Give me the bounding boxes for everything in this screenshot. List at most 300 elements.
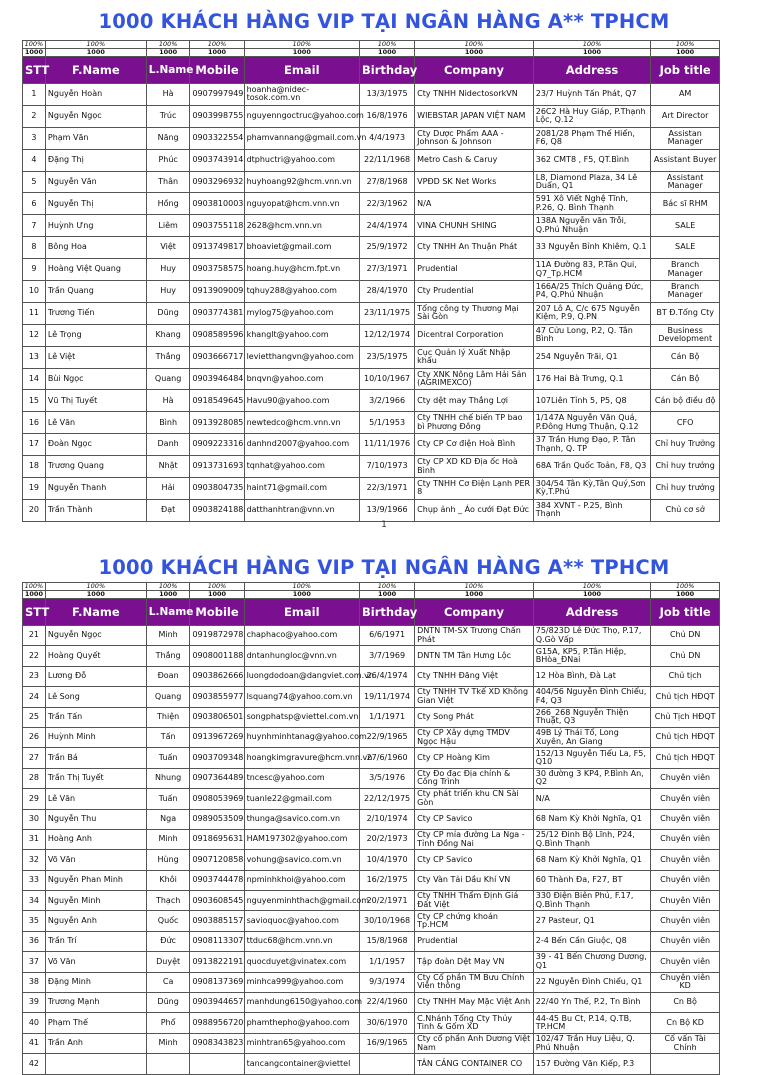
table-row [23, 193, 720, 215]
address-cell [533, 84, 651, 106]
stt-text: 22 [28, 650, 40, 660]
birthday-cell [360, 84, 415, 106]
email-text: tqhuy288@yahoo.com [246, 286, 337, 296]
mobile-text: 0907997949 [192, 89, 244, 99]
first-name-text: Trần Thị Tuyết [47, 773, 104, 783]
stt-text: 4 [31, 154, 37, 164]
width-percent-cell: 100% [360, 41, 415, 49]
birthday-cell [360, 324, 415, 346]
mobile-cell [190, 646, 244, 666]
email-cell [244, 368, 359, 390]
width-value-cell: 1000 [651, 49, 720, 57]
first-name-text: Đặng Thị [47, 154, 84, 164]
birthday-text: 30/6/1970 [366, 1017, 408, 1027]
last-name-text: Thắng [155, 650, 181, 660]
stt-cell [23, 768, 46, 788]
last-name-cell [146, 972, 190, 992]
first-name-text: Nguyễn Thu [47, 813, 97, 823]
width-percent-cell: 100% [415, 583, 534, 591]
birthday-cell [360, 748, 415, 768]
column-header-job-title: Job title [651, 599, 720, 626]
birthday-cell [360, 368, 415, 390]
stt-text: 2 [31, 111, 37, 121]
first-name-cell [45, 748, 146, 768]
address-cell [533, 171, 651, 193]
company-cell [415, 646, 534, 666]
birthday-cell [360, 193, 415, 215]
first-name-cell [45, 626, 146, 646]
email-cell [244, 768, 359, 788]
last-name-cell [146, 911, 190, 931]
job-title-text: Chuyên viên [660, 834, 711, 844]
address-cell [533, 412, 651, 434]
first-name-text: Lương Đỗ [47, 671, 87, 681]
birthday-text: 26/4/1974 [366, 671, 408, 681]
last-name-cell [146, 171, 190, 193]
email-cell [244, 324, 359, 346]
last-name-text: Dũng [157, 997, 179, 1007]
email-cell [244, 105, 364, 127]
stt-cell [23, 748, 46, 768]
job-title-cell [651, 972, 720, 992]
last-name-cell [146, 1013, 190, 1033]
last-name-text: Đức [160, 936, 176, 946]
first-name-cell [45, 911, 146, 931]
email-cell [244, 850, 359, 870]
email-cell [244, 1013, 359, 1033]
first-name-cell [45, 171, 146, 193]
birthday-text: 2/10/1974 [366, 813, 408, 823]
birthday-text: 1/1/1957 [369, 956, 406, 966]
mobile-text: 0903755118 [192, 220, 244, 230]
job-title-text: Cán bộ điều độ [654, 395, 716, 405]
last-name-text: Tuấn [158, 752, 178, 762]
address-text: 68 Nam Kỳ Khởi Nghĩa, Q1 [535, 813, 642, 823]
first-name-cell [45, 687, 146, 707]
company-text: Cty TNHH TV Tkế XD Không Gian Việt [417, 687, 529, 705]
job-title-cell [651, 390, 720, 412]
birthday-cell [360, 891, 415, 911]
width-value-row [23, 49, 720, 57]
table-row [23, 456, 720, 478]
email-cell [244, 707, 359, 727]
mobile-text: 0909223316 [192, 439, 244, 449]
email-text: nguyenngoctruc@yahoo.com [246, 111, 364, 121]
address-text: 384 XVNT - P.25, Bình Thạnh [535, 500, 623, 519]
birthday-text: 16/2/1975 [366, 875, 408, 885]
birthday-cell [360, 1033, 415, 1053]
column-header-birthday: Birthday [360, 599, 415, 626]
first-name-text: Trần Trí [47, 936, 77, 946]
company-text: Prudential [417, 264, 458, 274]
mobile-text: 0903885157 [192, 915, 244, 925]
birthday-text: 6/6/1971 [369, 630, 406, 640]
address-text: 12 Hòa Bình, Đà Lạt [535, 671, 616, 681]
stt-cell [23, 1033, 46, 1053]
job-title-cell [651, 127, 720, 149]
job-title-text: Chuyên viên [660, 956, 711, 966]
address-cell [533, 281, 651, 303]
first-name-text: Nguyễn Anh [47, 915, 97, 925]
first-name-text: Lê Trọng [47, 329, 82, 339]
address-cell [533, 368, 651, 390]
company-text: Cty CP Savico [417, 854, 473, 864]
company-text: Cty Prudential [417, 286, 474, 296]
mobile-cell [190, 237, 244, 259]
last-name-text: Trúc [159, 111, 177, 121]
first-name-cell [45, 829, 146, 849]
job-title-cell [651, 952, 720, 972]
address-cell [533, 149, 651, 171]
last-name-cell [146, 368, 190, 390]
stt-cell [23, 952, 46, 972]
company-text: Tập đoàn Dệt May VN [417, 956, 505, 966]
email-text: luongdodoan@dangviet.com.vn [246, 671, 374, 681]
email-text: minhca999@yahoo.com [246, 977, 344, 987]
mobile-cell [190, 324, 244, 346]
first-name-text: Nguyễn Phan Minh [47, 875, 123, 885]
width-value-cell: 1000 [23, 591, 46, 599]
birthday-text: 22/3/1971 [366, 483, 408, 493]
address-cell [533, 193, 651, 215]
stt-text: 5 [31, 176, 37, 186]
company-text: Cty TNHH chế biến TP bao bì Phương Đông [417, 413, 523, 431]
first-name-cell [45, 870, 146, 890]
company-cell [415, 412, 534, 434]
job-title-text: Chủ tịch [668, 671, 702, 681]
mobile-cell [190, 127, 244, 149]
last-name-text: Hà [162, 89, 174, 99]
column-header-last-name: L.Name [146, 57, 190, 84]
job-title-text: Chuyên viên [660, 915, 711, 925]
stt-cell [23, 324, 46, 346]
email-cell [244, 952, 359, 972]
table-row [23, 390, 720, 412]
mobile-cell [190, 434, 244, 456]
address-text: 2-4 Bến Cần Giuộc, Q8 [535, 936, 627, 946]
stt-cell [23, 891, 46, 911]
birthday-cell [360, 215, 415, 237]
table-row [23, 829, 720, 849]
last-name-text: Bình [159, 417, 178, 427]
job-title-text: Chủ tịch HĐQT [655, 691, 715, 701]
first-name-cell [45, 368, 146, 390]
mobile-text: 0988956720 [192, 1017, 244, 1027]
stt-text: 32 [28, 854, 40, 864]
birthday-cell [360, 171, 415, 193]
stt-text: 24 [28, 691, 40, 701]
address-text: 75/823D Lê Đức Thọ, P.17, Q.Gò Vấp [535, 626, 642, 644]
mobile-cell [190, 193, 244, 215]
stt-text: 34 [28, 895, 40, 905]
stt-cell [23, 727, 46, 747]
birthday-text: 10/4/1970 [366, 854, 408, 864]
last-name-text: Tuấn [158, 793, 178, 803]
address-cell [533, 1054, 651, 1074]
stt-cell [23, 193, 46, 215]
first-name-cell [45, 434, 146, 456]
table-row [23, 1013, 720, 1033]
first-name-text: Trần Bá [47, 752, 78, 762]
last-name-text: Nga [160, 813, 177, 823]
email-cell [244, 434, 359, 456]
email-text: dtphuctri@yahoo.com [246, 154, 336, 164]
last-name-text: Thiện [157, 712, 180, 721]
email-text: hoanha@nidec-tosok.com.vn [246, 84, 310, 103]
email-cell [244, 281, 359, 303]
email-cell [244, 931, 359, 951]
mobile-text: 0913731693 [192, 461, 244, 471]
address-text: 2081/28 Phạm Thế Hiển, F6, Q8 [535, 128, 635, 147]
job-title-text: Chủ Tịch HĐQT [654, 712, 716, 721]
last-name-text: Đoan [157, 671, 179, 681]
last-name-cell [146, 626, 190, 646]
company-cell [415, 870, 534, 890]
table-row [23, 768, 720, 788]
last-name-cell [146, 105, 190, 127]
email-cell [244, 687, 359, 707]
birthday-cell [360, 281, 415, 303]
job-title-cell [651, 891, 720, 911]
job-title-cell [651, 259, 720, 281]
company-cell [415, 666, 534, 686]
width-percent-cell: 100% [415, 41, 534, 49]
job-title-text: Chuyên Viên [659, 895, 711, 905]
company-text: DNTN TM-SX Trương Chấn Phát [417, 626, 521, 644]
last-name-cell [146, 768, 190, 788]
email-cell [244, 412, 359, 434]
table-row [23, 281, 720, 303]
column-header-first-name: F.Name [45, 57, 146, 84]
job-title-text: Chuyên viên [660, 875, 711, 885]
stt-text: 36 [28, 936, 40, 946]
first-name-cell [45, 84, 146, 106]
email-cell [244, 727, 367, 747]
last-name-cell [146, 789, 190, 809]
first-name-cell [45, 281, 146, 303]
mobile-text: 0903862666 [192, 671, 244, 681]
job-title-cell [651, 237, 720, 259]
email-text: nguyenminhthach@gmail.com [246, 895, 370, 905]
address-text: 44-45 Bu Ct, P.14, Q.TB, TP.HCM [535, 1013, 632, 1032]
job-title-cell [651, 748, 720, 768]
company-text: Cty Vàn Tải Dầu Khí VN [417, 875, 511, 885]
address-text: 22/40 Yn Thế, P.2, Tn Bình [535, 997, 641, 1007]
birthday-text: 22/9/1965 [366, 732, 408, 742]
email-cell [244, 193, 359, 215]
last-name-text: Danh [157, 439, 179, 449]
birthday-text: 22/12/1975 [364, 793, 411, 803]
first-name-cell [45, 972, 146, 992]
last-name-text: Thạch [155, 895, 181, 905]
stt-text: 18 [28, 461, 40, 471]
company-text: Cty TNHH Cơ Điện Lạnh PER 8 [417, 478, 531, 497]
width-value-cell: 1000 [651, 591, 720, 599]
width-percent-cell: 100% [190, 583, 244, 591]
last-name-cell [146, 478, 190, 500]
table-row [23, 215, 720, 237]
page-number: 1 [381, 520, 387, 530]
birthday-cell [360, 870, 415, 890]
email-cell [244, 829, 359, 849]
address-text: 30 đường 3 KP4, P.Bình An, Q2 [535, 768, 644, 787]
birthday-cell [360, 149, 415, 171]
mobile-text: 0903666717 [192, 351, 244, 361]
mobile-text: 0913967269 [192, 732, 244, 742]
birthday-text: 1/1/1971 [369, 712, 406, 721]
address-cell [533, 456, 651, 478]
mobile-cell [190, 171, 244, 193]
job-title-cell [651, 1033, 720, 1053]
width-value-cell: 1000 [360, 591, 415, 599]
address-text: 1/147A Nguyễn Văn Quá, P.Đông Hưng Thuận, Q.12 [535, 413, 639, 431]
address-cell [533, 809, 651, 829]
birthday-text: 5/1/1953 [369, 417, 406, 427]
email-cell [244, 891, 370, 911]
mobile-text: 0903758575 [192, 264, 244, 274]
email-text: bnqvn@yahoo.com [246, 373, 324, 383]
table-row [23, 478, 720, 500]
address-text: N/A [535, 793, 550, 803]
table-row [23, 149, 720, 171]
address-text: 33 Nguyễn Bỉnh Khiêm, Q.1 [535, 242, 647, 252]
address-text: 47 Cửu Long, P.2, Q. Tân Bình [535, 325, 633, 344]
last-name-cell [146, 215, 190, 237]
address-cell [533, 390, 651, 412]
first-name-text: Hoàng Quyết [47, 650, 101, 660]
stt-cell [23, 390, 46, 412]
email-text: phamvannang@gmail.com.vn [246, 132, 367, 142]
stt-text: 12 [28, 329, 40, 339]
last-name-text: Duyệt [156, 956, 181, 966]
address-cell [533, 870, 651, 890]
first-name-cell [45, 237, 146, 259]
last-name-cell [146, 952, 190, 972]
first-name-text: Nguyễn Minh [47, 895, 101, 905]
last-name-text: Đạt [161, 505, 176, 515]
job-title-text: Bác sĩ RHM [662, 198, 708, 208]
job-title-cell [651, 809, 720, 829]
first-name-text: Đặng Minh [47, 977, 91, 987]
first-name-text: Hoàng Việt Quang [47, 264, 121, 274]
address-text: 22 Nguyễn Đình Chiểu, Q1 [535, 977, 643, 987]
last-name-cell [146, 687, 190, 707]
email-text: huynhminhtanag@yahoo.com [246, 732, 367, 742]
birthday-cell [360, 687, 415, 707]
first-name-cell [45, 149, 146, 171]
email-cell [244, 171, 359, 193]
table-header-row [23, 57, 720, 84]
stt-text: 23 [28, 671, 40, 681]
birthday-cell [360, 646, 415, 666]
table-row [23, 789, 720, 809]
company-text: Cty TNHH Đăng Việt [417, 671, 498, 681]
column-header-address: Address [533, 57, 651, 84]
last-name-cell [146, 727, 190, 747]
mobile-cell [190, 707, 244, 727]
company-text: Cty CP mía đường La Nga - Tỉnh Đồng Nai [417, 830, 525, 848]
mobile-text: 0903998755 [192, 111, 244, 121]
mobile-text: 0908113307 [192, 936, 244, 946]
width-value-cell: 1000 [415, 591, 534, 599]
stt-cell [23, 259, 46, 281]
last-name-cell [146, 809, 190, 829]
email-text: manhdung6150@yahoo.com [246, 997, 363, 1007]
email-cell [244, 993, 363, 1013]
address-cell [533, 850, 651, 870]
address-cell [533, 1013, 651, 1033]
last-name-cell [146, 324, 190, 346]
job-title-text: Chủ cơ sở [665, 505, 705, 515]
table-row [23, 499, 720, 521]
last-name-cell [146, 302, 190, 324]
company-text: Cty Song Phát [417, 712, 474, 721]
first-name-cell [45, 1013, 146, 1033]
width-percent-cell: 100% [23, 583, 46, 591]
width-value-cell: 1000 [190, 591, 244, 599]
company-cell [415, 952, 534, 972]
address-cell [533, 478, 651, 500]
company-text: Cty TNHH Thẩm Định Giá Đất Việt [417, 891, 519, 909]
company-cell [415, 809, 534, 829]
stt-text: 15 [28, 395, 40, 405]
first-name-text: Phạm Thế [47, 1017, 88, 1027]
birthday-text: 30/10/1968 [364, 915, 411, 925]
address-cell [533, 324, 651, 346]
birthday-text: 13/9/1966 [366, 505, 408, 515]
email-cell [244, 911, 359, 931]
address-cell [533, 891, 651, 911]
mobile-cell [190, 456, 244, 478]
address-cell [533, 127, 651, 149]
mobile-text: 0903743914 [192, 154, 244, 164]
mobile-cell [190, 870, 244, 890]
last-name-cell [146, 891, 190, 911]
stt-text: 33 [28, 875, 40, 885]
birthday-text: 20/2/1971 [366, 895, 408, 905]
width-value-cell: 1000 [23, 49, 46, 57]
company-cell [415, 829, 534, 849]
job-title-text: Branch Manager [667, 260, 703, 278]
company-text: Dicentral Corporation [417, 329, 504, 339]
mobile-cell [190, 972, 244, 992]
birthday-text: 28/4/1970 [366, 286, 408, 296]
company-text: Cty cổ phần Anh Dương Việt Nam [417, 1034, 531, 1052]
company-cell [415, 390, 534, 412]
width-value-cell: 1000 [533, 49, 651, 57]
job-title-text: BT Đ.Tổng Cty [656, 308, 714, 318]
job-title-cell [651, 870, 720, 890]
width-value-cell: 1000 [244, 591, 359, 599]
email-text: ttduc68@hcm.vnn.vn [246, 936, 333, 946]
mobile-text: 0903944657 [192, 997, 244, 1007]
birthday-text: 25/9/1972 [366, 242, 408, 252]
stt-text: 37 [28, 956, 40, 966]
company-cell [415, 626, 534, 646]
last-name-text: Thắng [155, 351, 181, 361]
column-header-company: Company [415, 57, 534, 84]
company-cell [415, 1013, 534, 1033]
mobile-text: 0918549645 [192, 395, 244, 405]
last-name-cell [146, 412, 190, 434]
first-name-cell [45, 215, 146, 237]
birthday-cell [360, 809, 415, 829]
email-cell [244, 809, 359, 829]
stt-text: 19 [28, 483, 40, 493]
width-value-cell: 1000 [533, 591, 651, 599]
last-name-text: Phổ [160, 1017, 176, 1027]
mobile-text: 0903810003 [192, 198, 244, 208]
